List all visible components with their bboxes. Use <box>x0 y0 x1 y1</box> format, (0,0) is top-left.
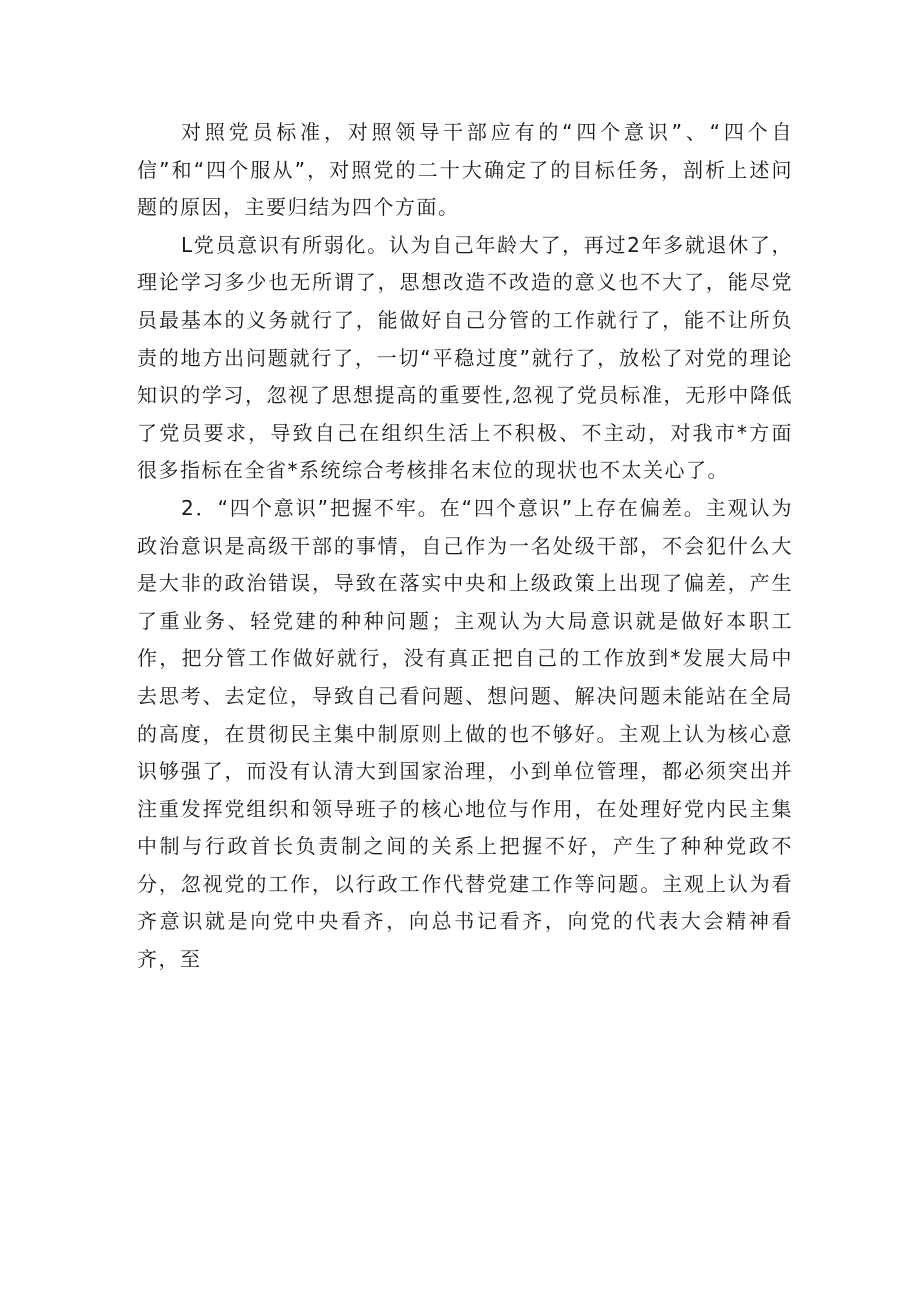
intro-paragraph: 对照党员标准，对照领导干部应有的“四个意识”、“四个自信”和“四个服从”，对照党的二十大确定了的目标任务，剖析上述问题的原因，主要归结为四个方面。 <box>137 120 793 220</box>
point-2-paragraph: 2．“四个意识”把握不牢。在“四个意识”上存在偏差。主观认为政治意识是高级干部的事情，自己作为一名处级干部，不会犯什么大是大非的政治错误，导致在落实中央和上级政策上出现了偏差，产生了重业务、轻党建的种种问题；主观认为大局意识就是做好本职工作，把分管工作做好就行，没有真正把自己的工作放到*发展大局中去思考、去定位，导致自己看问题、想问题、解决问题未能站在全局的高度，在贯彻民主集中制原则上做的也不够好。主观上认为核心意识够强了，而没有认清大到国家治理，小到单位管理，都必须突出并注重发挥党组织和领导班子的核心地位与作用，在处理好党内民主集中制与行政首长负责制之间的关系上把握不好，产生了种种党政不分，忽视党的工作，以行政工作代替党建工作等问题。主观上认为看齐意识就是向党中央看齐，向总书记看齐，向党的代表大会精神看齐，至 <box>137 495 793 972</box>
body-text <box>137 114 793 979</box>
point-1-paragraph: L党员意识有所弱化。认为自己年龄大了，再过2年多就退休了，理论学习多少也无所谓了，思想改造不改造的意义也不大了，能尽党员最基本的义务就行了，能做好自己分管的工作就行了，能不让所负责的地方出问题就行了，一切“平稳过度”就行了，放松了对党的理论知识的学习，忽视了思想提高的重要性,忽视了党员标准，无形中降低了党员要求，导致自己在组织生活上不积极、不主动，对我市*方面很多指标在全省*系统综合考核排名末位的现状也不太关心了。 <box>137 232 793 483</box>
